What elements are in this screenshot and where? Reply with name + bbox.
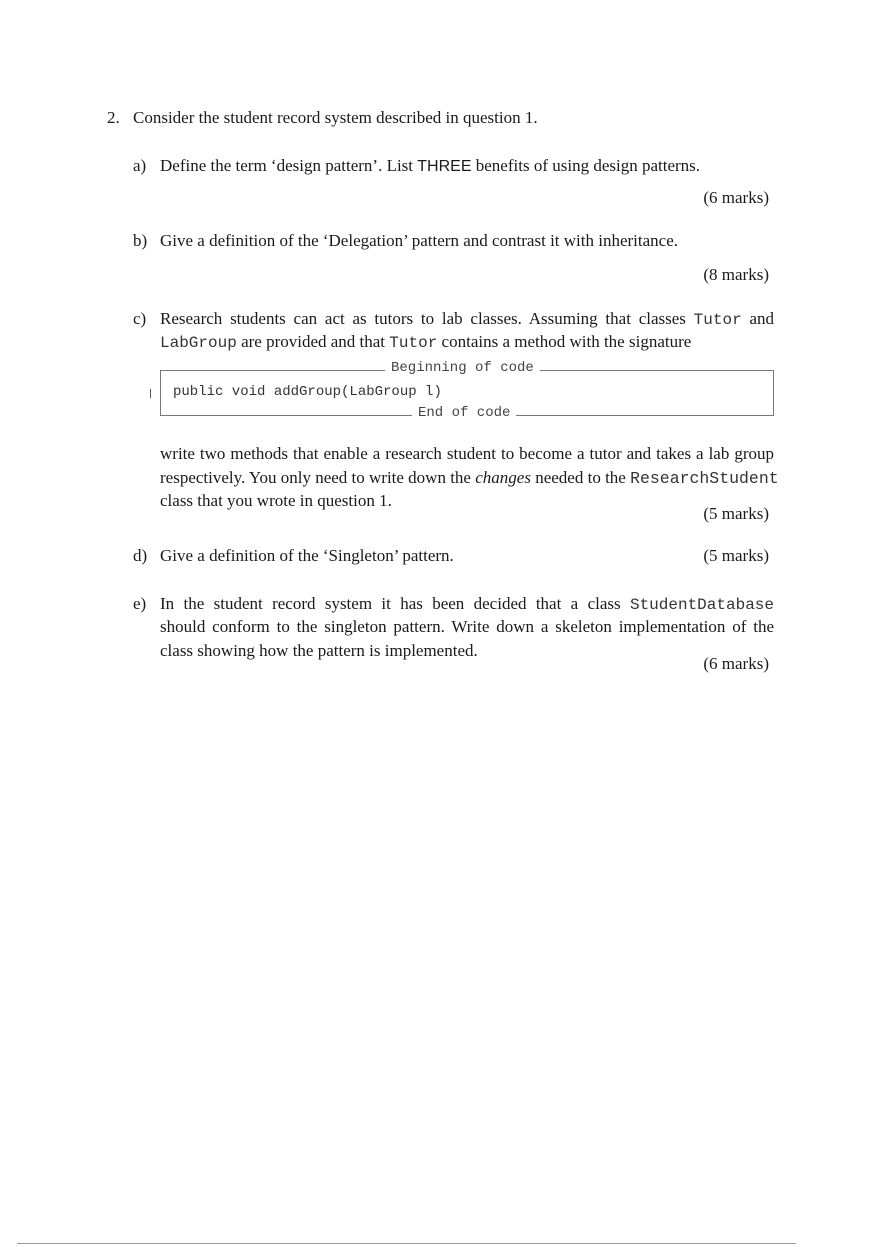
part-c-after-2-pre: respectively. You only need to write down the xyxy=(160,468,476,487)
part-e-line-1 xyxy=(160,594,774,614)
footer-rule xyxy=(17,1243,796,1244)
part-c-emphasis: changes xyxy=(475,468,531,487)
code-listing xyxy=(160,360,774,421)
part-c-after-line-1: write two methods that enable a research student to become a tutor and takes a lab group xyxy=(160,444,774,463)
code-end-caption: End of code xyxy=(412,405,516,421)
code-begin-caption: Beginning of code xyxy=(385,360,540,376)
part-c-label: c) xyxy=(133,309,147,328)
part-c-line-1-text: Research students can act as tutors to lab classes. Assuming that classes xyxy=(160,309,694,328)
part-a-text-post: benefits of using design patterns. xyxy=(471,156,701,175)
code-labgroup: LabGroup xyxy=(160,334,237,352)
part-a-label: a) xyxy=(133,156,147,175)
part-b-text: Give a definition of the ‘Delegation’ pattern and contrast it with inheritance. xyxy=(160,231,679,250)
code-researchstudent: ResearchStudent xyxy=(630,469,779,488)
part-c-line-2-end: contains a method with the signature xyxy=(437,332,692,351)
part-c-after-2-mid: needed to the xyxy=(530,468,631,487)
part-c-line-1-end: and xyxy=(741,309,774,328)
part-a-text-pre: Define the term ‘design pattern’. List xyxy=(160,156,418,175)
question-intro: Consider the student record system described in question 1. xyxy=(133,108,538,127)
question-number: 2. xyxy=(107,108,120,127)
part-d-text: Give a definition of the ‘Singleton’ pattern. xyxy=(160,546,454,565)
part-b-label: b) xyxy=(133,231,148,250)
part-c-after-line-2 xyxy=(160,468,779,488)
part-e-label: e) xyxy=(133,594,147,613)
part-d-marks: (5 marks) xyxy=(703,546,769,565)
part-e-line-2: should conform to the singleton pattern. Write down a skeleton implementation of the xyxy=(160,617,774,636)
part-e-line-3: class showing how the pattern is implemented. xyxy=(160,641,478,660)
part-e-marks: (6 marks) xyxy=(703,654,769,673)
part-c-line-1 xyxy=(160,309,774,329)
part-a-text xyxy=(160,156,700,176)
part-a-emphasis: THREE xyxy=(417,158,472,175)
code-tutor-2: Tutor xyxy=(389,334,438,352)
part-a-marks: (6 marks) xyxy=(703,188,769,207)
code-tutor: Tutor xyxy=(693,311,742,329)
part-d-label: d) xyxy=(133,546,148,565)
part-c-after-line-3: class that you wrote in question 1. xyxy=(160,491,392,510)
part-c-line-2-mid: are provided and that xyxy=(236,332,390,351)
part-c-line-2 xyxy=(160,332,691,352)
code-studentdatabase: StudentDatabase xyxy=(629,596,774,614)
part-c-marks: (5 marks) xyxy=(703,504,769,523)
margin-tick xyxy=(150,389,151,398)
part-e-line-1-text: In the student record system it has been decided that a class xyxy=(160,594,630,613)
part-b-marks: (8 marks) xyxy=(703,265,769,284)
code-line: public void addGroup(LabGroup l) xyxy=(173,384,442,400)
